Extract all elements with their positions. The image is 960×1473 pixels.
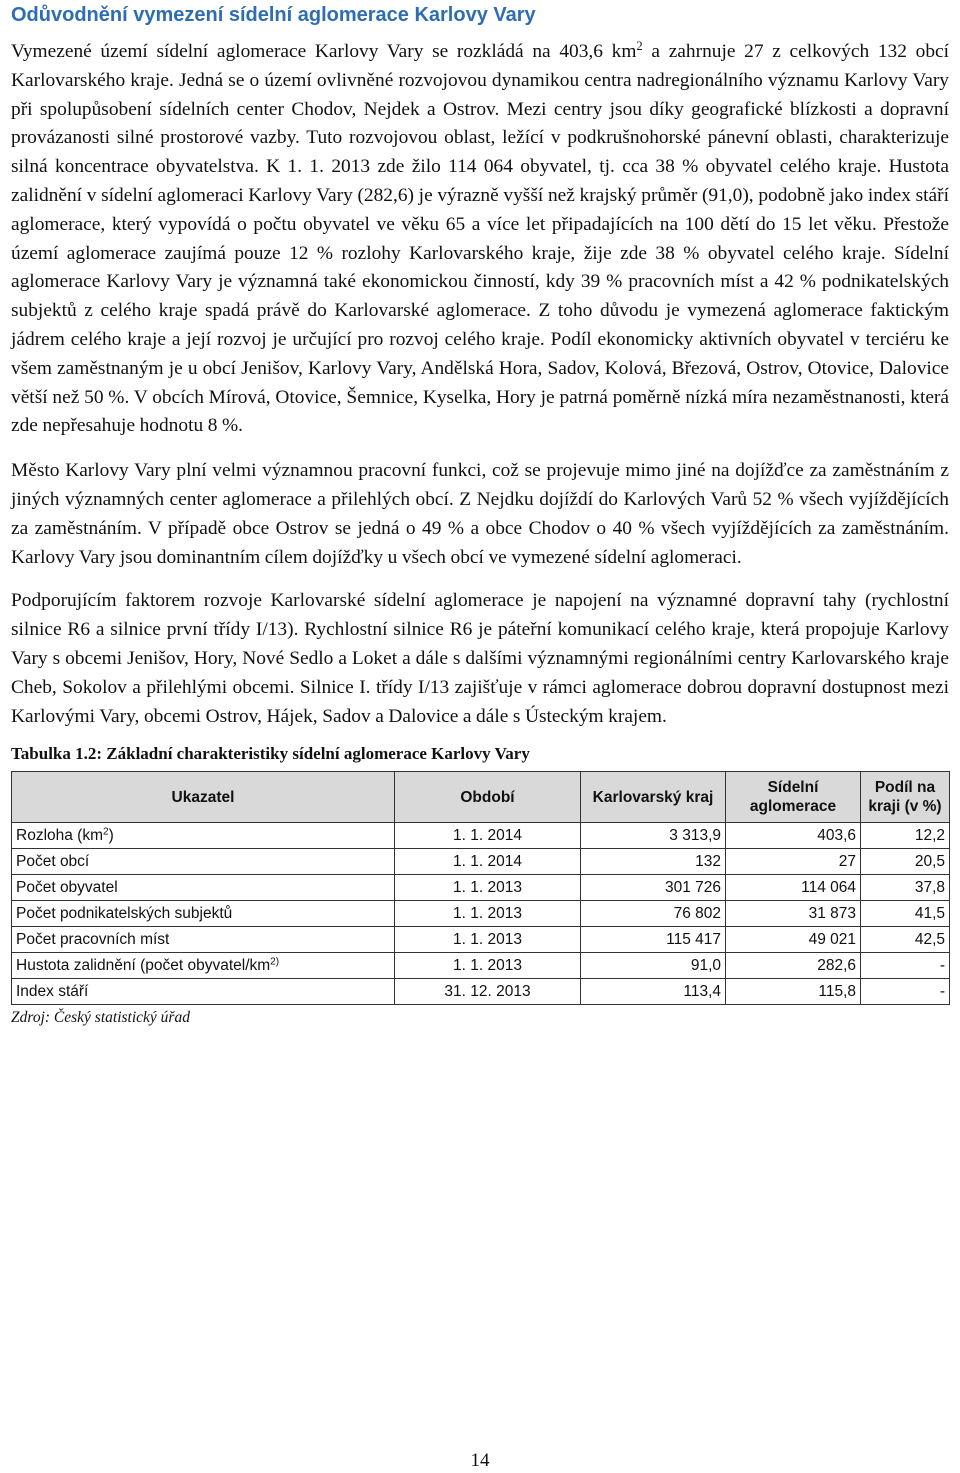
table-header-row [12, 772, 950, 823]
section-heading: Odůvodnění vymezení sídelní aglomerace Karlovy Vary [11, 4, 536, 26]
cell-share: 20,5 [861, 849, 950, 875]
cell-region-value: 301 726 [581, 875, 726, 901]
cell-period: 31. 12. 2013 [395, 979, 581, 1005]
cell-agglomeration-value: 27 [726, 849, 861, 875]
cell-indicator [12, 823, 395, 849]
cell-region-value: 91,0 [581, 953, 726, 979]
cell-period: 1. 1. 2013 [395, 953, 581, 979]
cell-share: - [861, 979, 950, 1005]
cell-share: - [861, 953, 950, 979]
paragraph-text: a zahrnuje 27 z celkových 132 obcí Karlovarského kraje. Jedná se o území ovlivněné rozvojovou dynamikou centra nadregionálního významu Karlovy Vary při spolupůsobení sídelních center Chodov, Nejdek a Ostrov. Mezi centry jsou díky geografické blízkosti a dopravní provázanosti silné prostorové vazby. Tuto rozvojovou oblast, ležící v podkrušnohorské pánevní oblasti, charakterizuje silná koncentrace obyvatelstva. K 1. 1. 2013 zde žilo 114 064 obyvatel, tj. cca 38 % obyvatel celého kraje. Hustota zalidnění v sídelní aglomeraci Karlovy Vary (282,6) je výrazně vyšší než krajský průměr (91,0), podobně jako index stáří aglomerace, který vypovídá o počtu obyvatel ve věku 65 a více let připadajících na 100 dětí do 15 let věku. Přestože území aglomerace zaujímá pouze 12 % rozlohy Karlovarského kraje, žije zde 38 % obyvatel celého kraje. Sídelní aglomerace Karlovy Vary je významná také ekonomickou činností, kdy 39 % pracovních míst a 42 % podnikatelských subjektů z celého kraje spadá právě do Karlovarské aglomerace. Z toho důvodu je vymezená aglomerace faktickým jádrem celého kraje a její rozvoj je určující pro rozvoj celého kraje. Podíl ekonomicky aktivních obyvatel v terciéru ke všem zaměstnaným je u obcí Jenišov, Karlovy Vary, Andělská Hora, Sadov, Kolová, Březová, Ostrov, Otovice, Dalovice větší než 50 %. V obcích Mírová, Otovice, Šemnice, Kyselka, Hory je patrná poměrně nízká míra nezaměstnanosti, která zde nepřesahuje hodnotu 8 %. [11, 41, 950, 437]
table-row [12, 849, 950, 875]
cell-period: 1. 1. 2013 [395, 875, 581, 901]
document-page [11, 0, 949, 1028]
cell-period: 1. 1. 2013 [395, 927, 581, 953]
cell-text: Počet podnikatelských subjektů [16, 904, 233, 922]
column-header: Ukazatel [12, 772, 395, 823]
table-row [12, 927, 950, 953]
cell-period: 1. 1. 2014 [395, 823, 581, 849]
cell-share: 42,5 [861, 927, 950, 953]
table-caption: Tabulka 1.2: Základní charakteristiky sídelní aglomerace Karlovy Vary [11, 744, 530, 764]
cell-period: 1. 1. 2013 [395, 901, 581, 927]
cell-agglomeration-value: 115,8 [726, 979, 861, 1005]
table-row [12, 953, 950, 979]
cell-region-value: 115 417 [581, 927, 726, 953]
cell-text: ) [108, 826, 114, 844]
cell-text: Rozloha (km [16, 826, 103, 844]
column-header: Podíl na kraji (v %) [861, 772, 950, 823]
cell-text: Hustota zalidnění (počet obyvatel/km [16, 956, 271, 974]
table-row [12, 979, 950, 1005]
column-header: Karlovarský kraj [581, 772, 726, 823]
cell-agglomeration-value: 114 064 [726, 875, 861, 901]
superscript: 2 [103, 826, 109, 838]
cell-text: Počet obcí [16, 852, 90, 870]
paragraph-text: Vymezené území sídelní aglomerace Karlovy Vary se rozkládá na 403,6 km [11, 41, 637, 62]
cell-region-value: 76 802 [581, 901, 726, 927]
table-row [12, 823, 950, 849]
cell-agglomeration-value: 31 873 [726, 901, 861, 927]
cell-indicator [12, 953, 395, 979]
characteristics-table [11, 771, 950, 1005]
cell-share: 12,2 [861, 823, 950, 849]
cell-agglomeration-value: 282,6 [726, 953, 861, 979]
table-source: Zdroj: Český statistický úřad [11, 1009, 190, 1027]
cell-agglomeration-value: 49 021 [726, 927, 861, 953]
paragraph-commuting: Město Karlovy Vary plní velmi významnou pracovní funkci, což se projevuje mimo jiné na dojížďce za zaměstnáním z jiných významných center aglomerace a přilehlých obcí. Z Nejdku dojíždí do Karlových Varů 52 % všech vyjíždějících za zaměstnáním. V případě obce Ostrov se jedná o 49 % a obce Chodov o 40 % všech vyjíždějících za zaměstnáním. Karlovy Vary jsou dominantním cílem dojížďky u všech obcí ve vymezené sídelní aglomeraci. [11, 460, 949, 568]
cell-indicator [12, 979, 395, 1005]
column-header: Období [395, 772, 581, 823]
paragraph-agglomeration-definition [11, 38, 949, 441]
column-header: Sídelní aglomerace [726, 772, 861, 823]
paragraph-transport: Podporujícím faktorem rozvoje Karlovarské sídelní aglomerace je napojení na významné dopravní tahy (rychlostní silnice R6 a silnice první třídy I/13). Rychlostní silnice R6 je páteřní komunikací celého kraje, která propojuje Karlovy Vary s obcemi Jenišov, Hory, Nové Sedlo a Loket a dále s dalšími významnými regionálními centry Karlovarského kraje Cheb, Sokolov a přilehlými obcemi. Silnice I. třídy I/13 zajišťuje v rámci aglomerace dobrou dopravní dostupnost mezi Karlovými Vary, obcemi Ostrov, Hájek, Sadov a Dalovice a dále s Ústeckým krajem. [11, 590, 949, 727]
cell-region-value: 132 [581, 849, 726, 875]
page-number: 14 [470, 1450, 490, 1471]
cell-period: 1. 1. 2014 [395, 849, 581, 875]
cell-region-value: 113,4 [581, 979, 726, 1005]
superscript: 2) [270, 956, 280, 968]
superscript: 2 [636, 39, 643, 54]
cell-text: Počet pracovních míst [16, 930, 170, 948]
cell-text: Index stáří [16, 982, 89, 1000]
cell-agglomeration-value: 403,6 [726, 823, 861, 849]
cell-indicator [12, 849, 395, 875]
cell-indicator [12, 875, 395, 901]
cell-region-value: 3 313,9 [581, 823, 726, 849]
cell-indicator [12, 901, 395, 927]
cell-share: 41,5 [861, 901, 950, 927]
cell-text: Počet obyvatel [16, 878, 118, 896]
table-row [12, 875, 950, 901]
cell-share: 37,8 [861, 875, 950, 901]
cell-indicator [12, 927, 395, 953]
table-row [12, 901, 950, 927]
table-body [12, 823, 950, 1005]
